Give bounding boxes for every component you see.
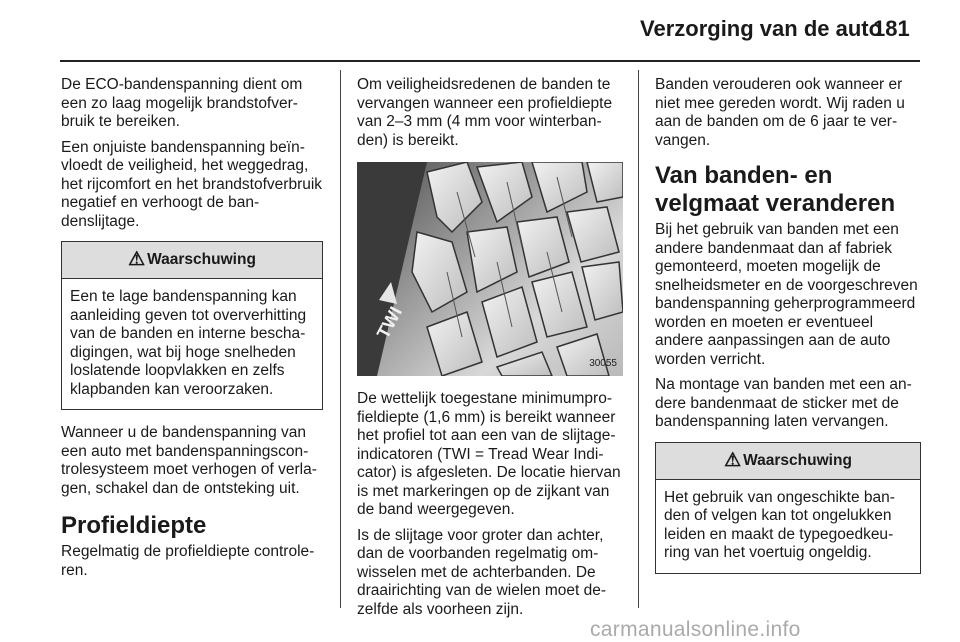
page-header-title: Verzorging van de auto — [640, 16, 883, 41]
column-2 — [357, 76, 623, 626]
warning-title: Waarschuwing — [147, 251, 256, 268]
warning-icon: ⚠ — [724, 449, 742, 471]
column-divider — [340, 70, 341, 608]
page-number: 181 — [873, 16, 910, 41]
paragraph: Wanneer u de bandenspanning van een auto met bandenspanningscontrolesysteem moet verhogen of verlagen, schakel dan de ontsteking uit. — [61, 424, 317, 497]
paragraph: De wettelijk toegestane minimumprofieldiepte (1,6 mm) is bereikt wanneer het profiel tot aan een van de slijtage-indicatoren (TWI = Tread Wear Indicator) is afgesleten. De locatie hiervan is met markeringen op de zijkant van de band weergegeven. — [357, 390, 621, 518]
tire-tread-figure — [357, 162, 623, 376]
tire-tread-illustration — [357, 162, 623, 376]
warning-text: Een te lage bandenspanning kan aanleiding geven tot oververhitting van de banden en interne beschadigingen, wat bij hoge snelheden loslatende loopvlakken en zelfs klapbanden kan veroorzaken. — [70, 288, 307, 398]
paragraph: Is de slijtage voor groter dan achter, dan de voorbanden regelmatig omwisselen met de achterbanden. De draairichting van de wielen moet dezelfde als voorheen zijn. — [357, 526, 607, 618]
column-divider — [638, 70, 639, 608]
paragraph: Banden verouderen ook wanneer er niet mee gereden wordt. Wij raden u aan de banden om de 6 jaar te vervangen. — [655, 76, 905, 149]
paragraph: Na montage van banden met een andere bandenmaat de sticker met de bandenspanning laten vervangen. — [655, 376, 912, 430]
warning-box — [655, 442, 921, 574]
warning-text: Het gebruik van ongeschikte banden of velgen kan tot ongelukken leiden en maakt de typegoedkeuring van het voertuig ongeldig. — [664, 488, 895, 561]
header-rule — [60, 60, 920, 62]
paragraph: Regelmatig de profieldiepte controleren. — [61, 543, 315, 579]
paragraph: De ECO-bandenspanning dient om een zo laag mogelijk brandstofverbruik te bereiken. — [61, 76, 303, 130]
watermark: carmanualsonline.info — [590, 618, 801, 641]
paragraph: Om veiligheidsredenen de banden te vervangen wanneer een profieldiepte van 2–3 mm (4 mm voor winterbanden) is bereikt. — [357, 76, 613, 149]
twi-label: TWI — [372, 303, 407, 342]
paragraph: Bij het gebruik van banden met een andere bandenmaat dan af fabriek gemonteerd, moeten mogelijk de snelheidsmeter en de voorgeschreven bandenspanning geherprogrammeerd worden en moeten er eventueel andere aanpassingen aan de auto worden verricht. — [655, 221, 918, 368]
warning-header — [656, 443, 920, 480]
warning-title: Waarschuwing — [743, 451, 852, 469]
column-3 — [655, 76, 921, 588]
warning-header — [62, 242, 322, 279]
warning-icon: ⚠ — [128, 249, 146, 270]
warning-box — [61, 241, 323, 410]
paragraph: Een onjuiste bandenspanning beïnvloedt de veiligheid, het weggedrag, het rijcomfort en het brandstofverbruik negatief en verhoogt de bandenslijtage. — [61, 138, 323, 230]
column-1 — [61, 76, 323, 587]
section-heading: Profieldiepte — [61, 512, 207, 539]
figure-number: 30055 — [589, 357, 617, 369]
section-heading: Van banden- en velgmaat veranderen — [655, 162, 896, 217]
